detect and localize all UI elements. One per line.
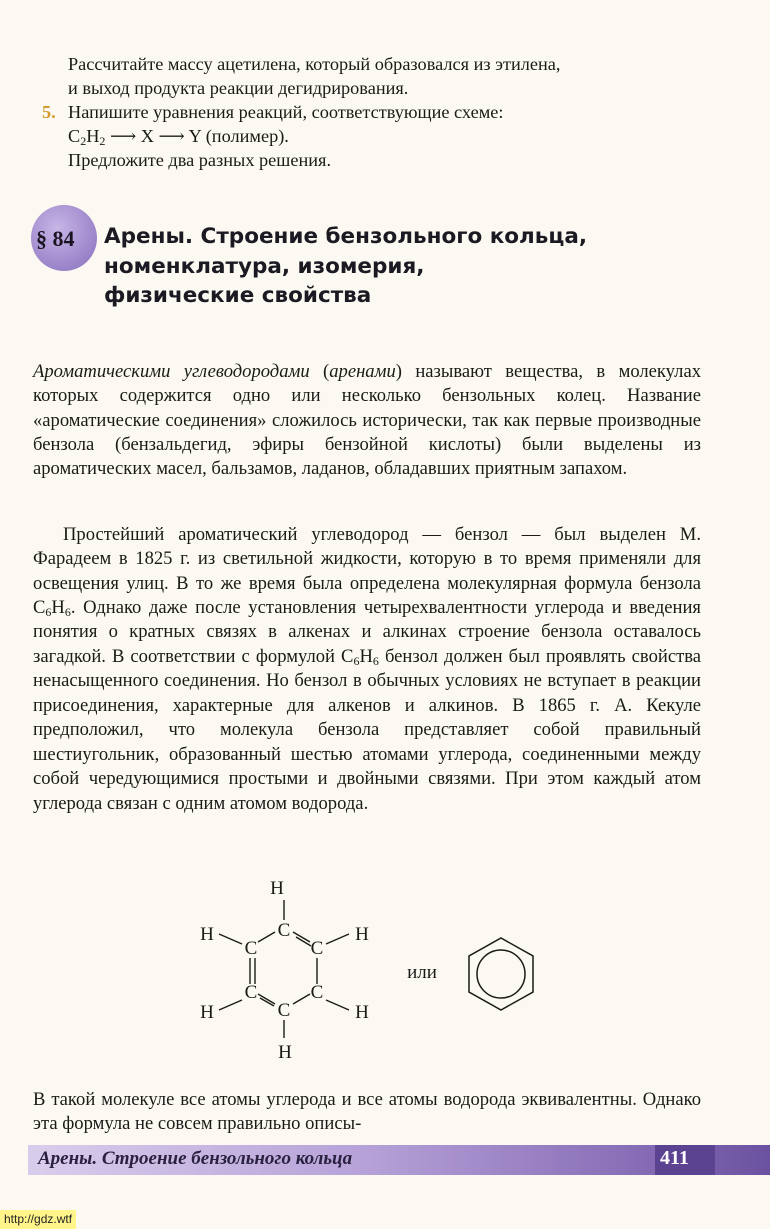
question-text: Напишите уравнения реакций, соответствующие схеме:	[68, 102, 504, 122]
paragraph-3: В такой молекуле все атомы углерода и все атомы водорода эквивалентны. Однако эта формула не совсем правильно описы-	[33, 1088, 701, 1135]
exercise-line-2: и выход продукта реакции дегидрирования.	[68, 78, 409, 99]
page-number: 411	[660, 1147, 689, 1169]
reaction-scheme: $C_2H_2$ ⟶ X ⟶ Y (полимер).	[68, 126, 289, 149]
section-number: § 84	[36, 226, 75, 251]
question-number: 5.	[42, 102, 56, 122]
term-arenes: аренами	[329, 360, 396, 382]
atom-c-upper-right: C	[310, 938, 324, 959]
atom-c-upper-left: C	[244, 938, 258, 959]
atom-h-top: H	[270, 878, 284, 899]
exercise-text	[68, 52, 704, 100]
benzene-ring-icon	[469, 938, 533, 1010]
atom-h-bottom: H	[278, 1042, 292, 1063]
footer-title: Арены. Строение бензольного кольца	[38, 1148, 353, 1169]
section-title: Арены. Строение бензольного кольца, номенклатура, изомерия, физические свойства	[104, 224, 588, 308]
atom-h-upper-left: H	[200, 924, 214, 945]
atom-c-lower-left: C	[244, 982, 258, 1003]
or-word: или	[407, 962, 437, 983]
term-aromatic: Ароматическими углеводородами	[33, 360, 310, 382]
atom-c-top: C	[277, 920, 291, 941]
benzene-formula	[190, 872, 550, 1067]
paragraph-1: Ароматическими углеводородами (аренами) называют вещества, в молекулах которых содержится одно или несколько бензольных колец. Название «ароматические соединения» сложилось исторически, так как первые производные бензола (бензальдегид, эфиры бензойной кислоты) были выделены из ароматических масел, бальзамов, ладанов, обладавших приятным запахом.	[33, 360, 701, 480]
atom-h-upper-right: H	[355, 924, 369, 945]
question-5	[42, 100, 704, 172]
paragraph-2: Простейший ароматический углеводород — бензол — был выделен М. Фарадеем в 1825 г. из светильной жидкости, которую в то время применяли для освещения улиц. В то же время была определена молекулярная формула бензола $C_6H_6$. Однако даже после установления четырехвалентности углерода и введения понятия о кратных связях в алкенах и алкинах строение бензола оставалось загадкой. В соответствии с формулой $C_6H_6$ бензол должен был проявлять свойства ненасыщенного соединения. Но бензол в обычных условиях не вступает в реакции присоединения, характерные для алкенов и алкинов. В 1865 г. А. Кекуле предположил, что молекула бензола представляет собой правильный шестиугольник, образованный шестью атомами углерода, соединенными между собой чередующимися простыми и двойными связями. При этом каждый атом углерода связан с одним атомом водорода.	[33, 523, 701, 814]
atom-c-lower-right: C	[310, 982, 324, 1003]
watermark: http://gdz.wtf	[0, 1210, 76, 1229]
question-hint: Предложите два разных решения.	[68, 150, 332, 171]
atom-c-bottom: C	[277, 1000, 291, 1021]
atom-h-lower-left: H	[200, 1002, 214, 1023]
exercise-line-1: Рассчитайте массу ацетилена, который образовался из этилена,	[68, 54, 561, 74]
atom-h-lower-right: H	[355, 1002, 369, 1023]
